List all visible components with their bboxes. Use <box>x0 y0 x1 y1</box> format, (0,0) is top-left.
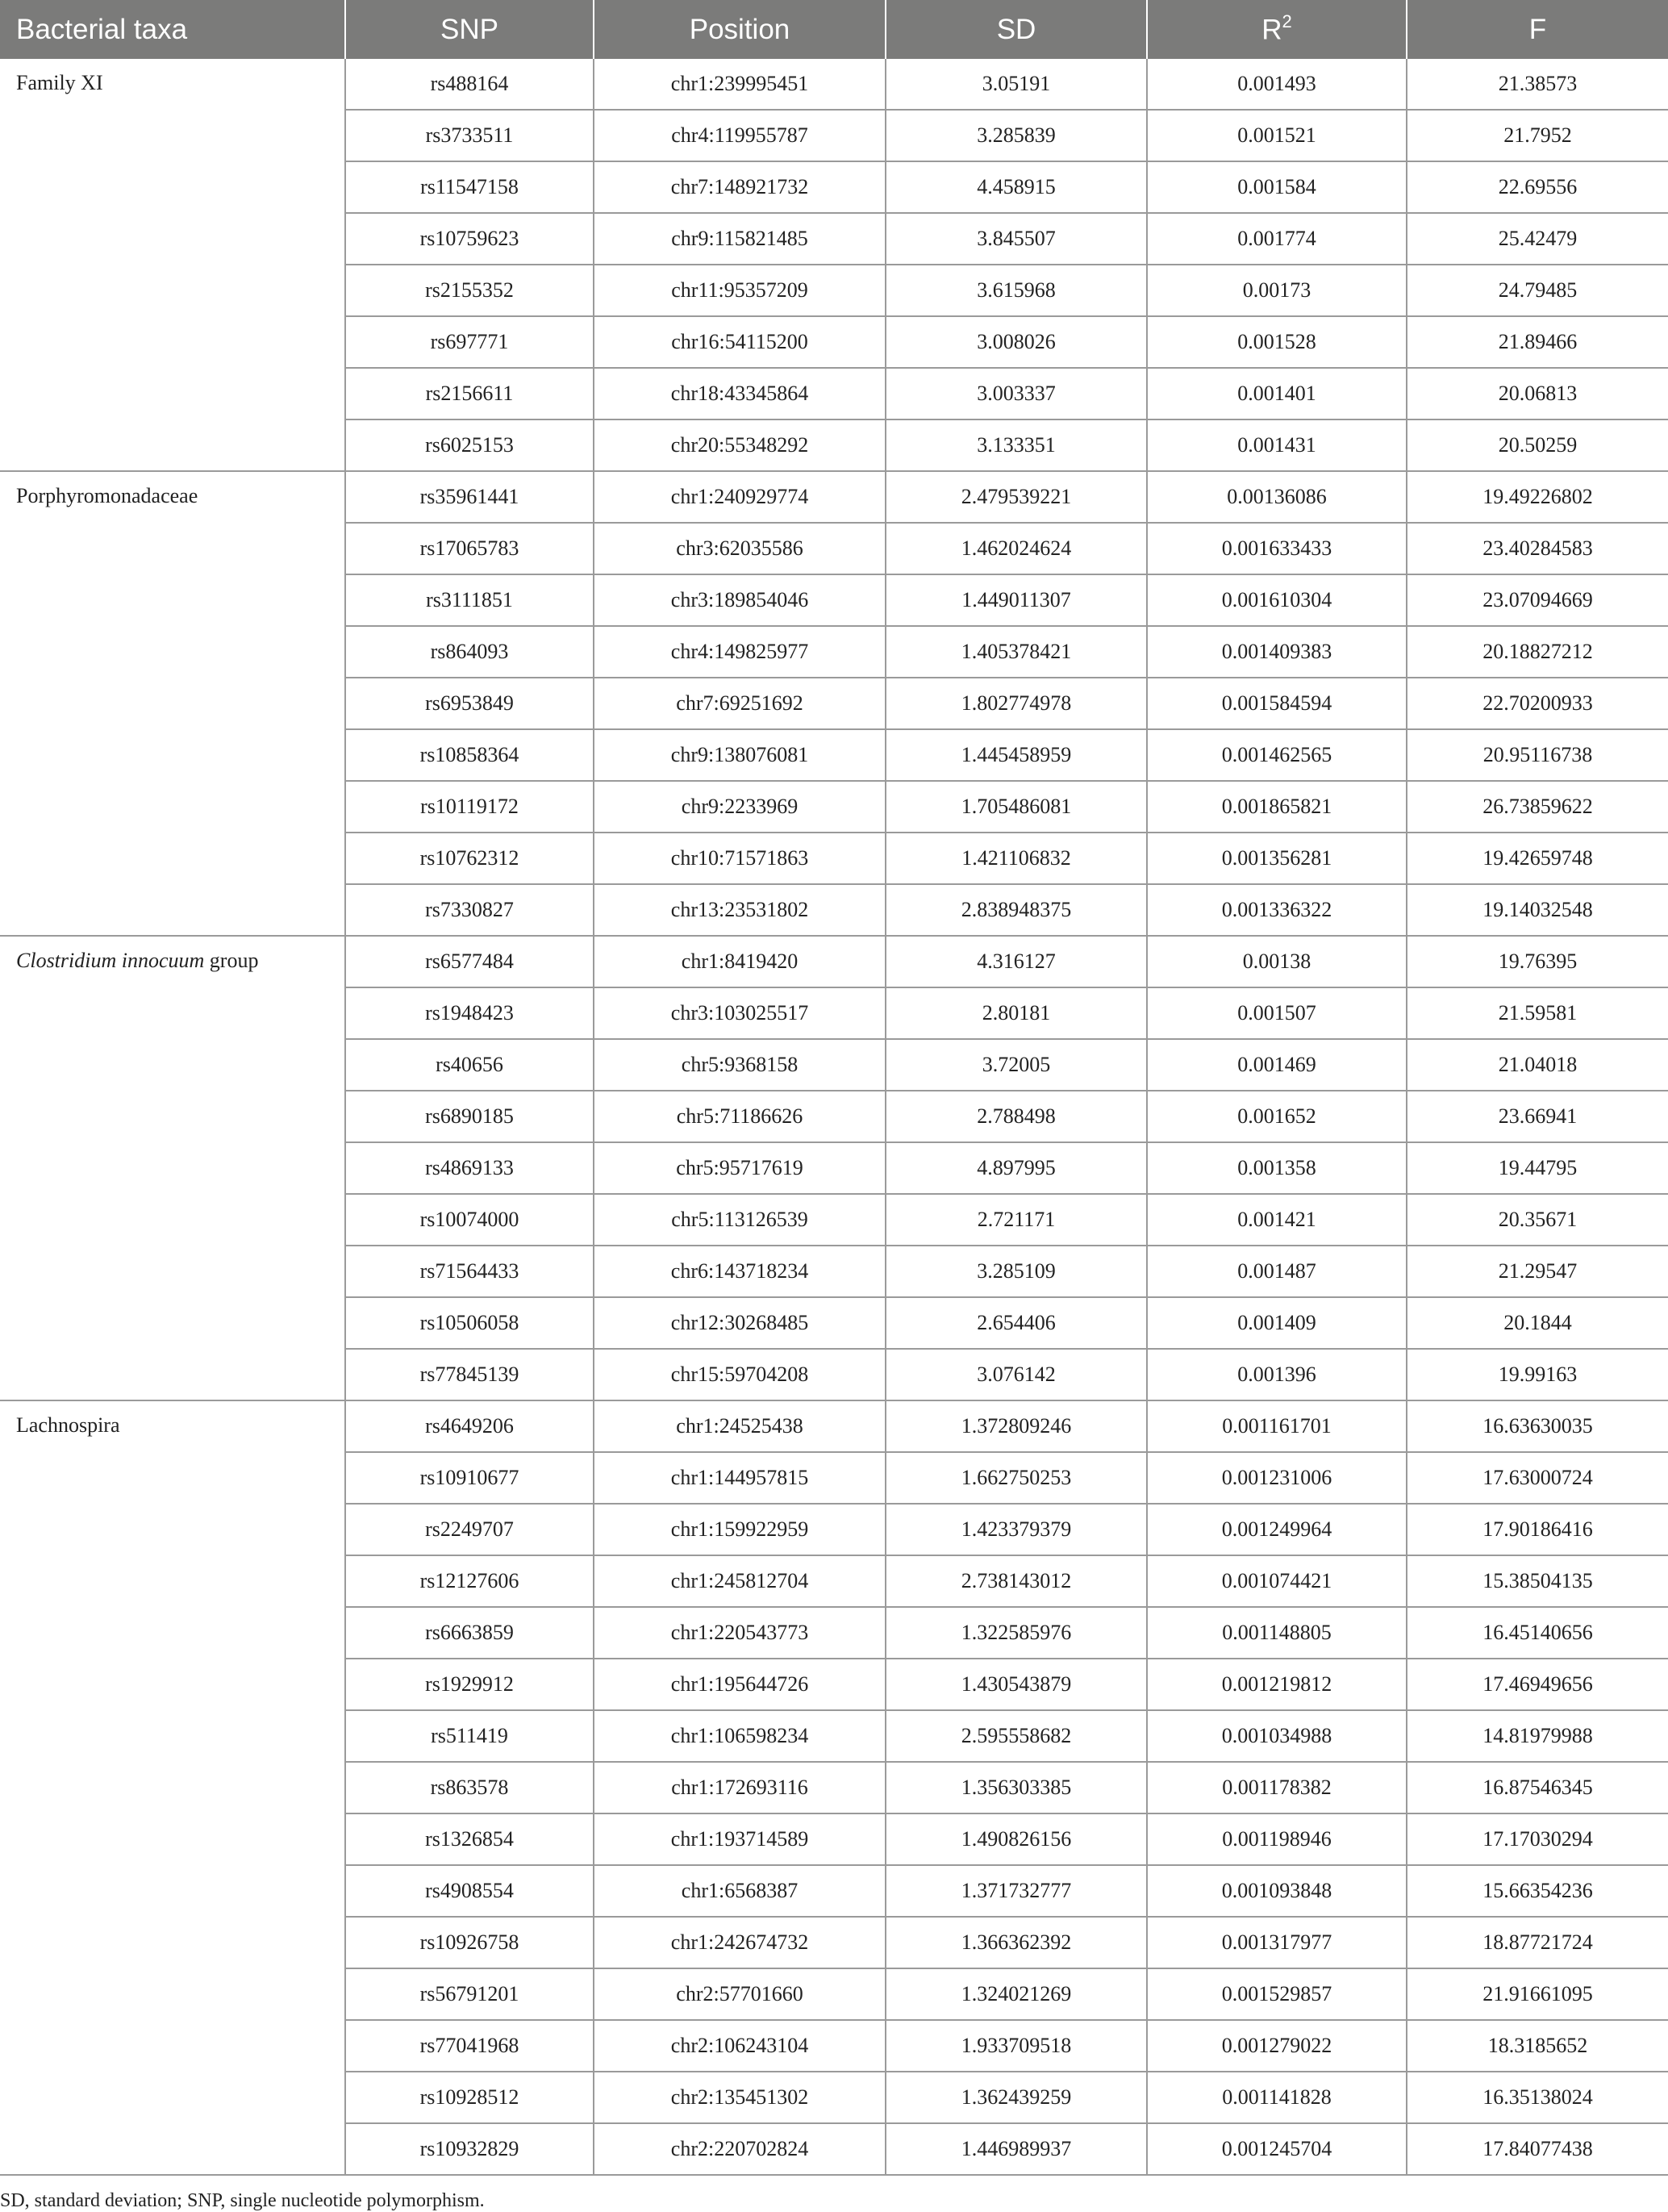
position-cell: chr20:55348292 <box>594 419 886 471</box>
sd-cell: 1.366362392 <box>886 1917 1147 1968</box>
sd-cell: 1.449011307 <box>886 574 1147 626</box>
header-row <box>0 0 1668 59</box>
taxon-label: Lachnospira <box>16 1413 120 1437</box>
position-cell: chr3:62035586 <box>594 523 886 574</box>
sd-cell: 3.845507 <box>886 213 1147 265</box>
r2-cell: 0.001198946 <box>1147 1813 1407 1865</box>
position-cell: chr1:240929774 <box>594 471 886 523</box>
f-cell: 16.45140656 <box>1407 1607 1668 1659</box>
snp-cell: rs488164 <box>345 59 594 110</box>
taxon-cell <box>0 1400 345 2175</box>
snp-cell: rs35961441 <box>345 471 594 523</box>
sd-cell: 1.405378421 <box>886 626 1147 678</box>
snp-cell: rs12127606 <box>345 1555 594 1607</box>
sd-cell: 2.80181 <box>886 987 1147 1039</box>
sd-cell: 4.897995 <box>886 1142 1147 1194</box>
f-cell: 17.17030294 <box>1407 1813 1668 1865</box>
header-bacterial-taxa: Bacterial taxa <box>0 0 345 59</box>
f-cell: 20.06813 <box>1407 368 1668 419</box>
sd-cell: 2.654406 <box>886 1297 1147 1349</box>
position-cell: chr9:2233969 <box>594 781 886 833</box>
position-cell: chr2:106243104 <box>594 2020 886 2072</box>
sd-cell: 3.076142 <box>886 1349 1147 1400</box>
snp-cell: rs6025153 <box>345 419 594 471</box>
position-cell: chr12:30268485 <box>594 1297 886 1349</box>
r2-cell: 0.00138 <box>1147 936 1407 987</box>
position-cell: chr1:106598234 <box>594 1710 886 1762</box>
f-cell: 19.14032548 <box>1407 884 1668 936</box>
taxon-label: Family XI <box>16 71 103 94</box>
snp-cell: rs4869133 <box>345 1142 594 1194</box>
f-cell: 17.46949656 <box>1407 1659 1668 1710</box>
snp-cell: rs10932829 <box>345 2123 594 2175</box>
f-cell: 17.84077438 <box>1407 2123 1668 2175</box>
r2-cell: 0.001279022 <box>1147 2020 1407 2072</box>
header-r2-superscript: 2 <box>1282 10 1292 31</box>
f-cell: 20.35671 <box>1407 1194 1668 1246</box>
f-cell: 20.1844 <box>1407 1297 1668 1349</box>
f-cell: 19.99163 <box>1407 1349 1668 1400</box>
snp-cell: rs7330827 <box>345 884 594 936</box>
sd-cell: 1.662750253 <box>886 1452 1147 1504</box>
r2-cell: 0.001161701 <box>1147 1400 1407 1452</box>
snp-cell: rs10074000 <box>345 1194 594 1246</box>
r2-cell: 0.001584 <box>1147 161 1407 213</box>
sd-cell: 4.316127 <box>886 936 1147 987</box>
snp-cell: rs3733511 <box>345 110 594 161</box>
f-cell: 21.04018 <box>1407 1039 1668 1091</box>
taxon-label: Porphyromonadaceae <box>16 484 198 507</box>
snp-cell: rs71564433 <box>345 1246 594 1297</box>
r2-cell: 0.001469 <box>1147 1039 1407 1091</box>
sd-cell: 2.788498 <box>886 1091 1147 1142</box>
f-cell: 22.70200933 <box>1407 678 1668 729</box>
f-cell: 18.3185652 <box>1407 2020 1668 2072</box>
f-cell: 20.95116738 <box>1407 729 1668 781</box>
f-cell: 15.38504135 <box>1407 1555 1668 1607</box>
f-cell: 17.63000724 <box>1407 1452 1668 1504</box>
sd-cell: 1.322585976 <box>886 1607 1147 1659</box>
sd-cell: 1.421106832 <box>886 833 1147 884</box>
snp-cell: rs10926758 <box>345 1917 594 1968</box>
position-cell: chr1:144957815 <box>594 1452 886 1504</box>
r2-cell: 0.00173 <box>1147 265 1407 316</box>
f-cell: 21.91661095 <box>1407 1968 1668 2020</box>
position-cell: chr5:9368158 <box>594 1039 886 1091</box>
header-f: F <box>1407 0 1668 59</box>
sd-cell: 3.72005 <box>886 1039 1147 1091</box>
position-cell: chr1:6568387 <box>594 1865 886 1917</box>
snp-cell: rs10759623 <box>345 213 594 265</box>
r2-cell: 0.001529857 <box>1147 1968 1407 2020</box>
r2-cell: 0.001487 <box>1147 1246 1407 1297</box>
position-cell: chr1:24525438 <box>594 1400 886 1452</box>
f-cell: 15.66354236 <box>1407 1865 1668 1917</box>
f-cell: 19.49226802 <box>1407 471 1668 523</box>
position-cell: chr1:172693116 <box>594 1762 886 1813</box>
snp-cell: rs77845139 <box>345 1349 594 1400</box>
r2-cell: 0.001396 <box>1147 1349 1407 1400</box>
position-cell: chr5:95717619 <box>594 1142 886 1194</box>
snp-cell: rs864093 <box>345 626 594 678</box>
table-row <box>0 59 1668 110</box>
snp-cell: rs17065783 <box>345 523 594 574</box>
f-cell: 19.44795 <box>1407 1142 1668 1194</box>
position-cell: chr1:8419420 <box>594 936 886 987</box>
table-header <box>0 0 1668 59</box>
f-cell: 20.18827212 <box>1407 626 1668 678</box>
r2-cell: 0.001317977 <box>1147 1917 1407 1968</box>
sd-cell: 1.423379379 <box>886 1504 1147 1555</box>
r2-cell: 0.001245704 <box>1147 2123 1407 2175</box>
table-row <box>0 936 1668 987</box>
position-cell: chr2:57701660 <box>594 1968 886 2020</box>
position-cell: chr9:115821485 <box>594 213 886 265</box>
sd-cell: 3.285839 <box>886 110 1147 161</box>
f-cell: 20.50259 <box>1407 419 1668 471</box>
snp-cell: rs2156611 <box>345 368 594 419</box>
position-cell: chr3:103025517 <box>594 987 886 1039</box>
f-cell: 23.07094669 <box>1407 574 1668 626</box>
sd-cell: 1.324021269 <box>886 1968 1147 2020</box>
f-cell: 18.87721724 <box>1407 1917 1668 1968</box>
table-footnote: SD, standard deviation; SNP, single nucleotide polymorphism. <box>0 2190 485 2211</box>
r2-cell: 0.001507 <box>1147 987 1407 1039</box>
sd-cell: 1.802774978 <box>886 678 1147 729</box>
header-r2 <box>1147 0 1407 59</box>
snp-cell: rs10762312 <box>345 833 594 884</box>
sd-cell: 3.05191 <box>886 59 1147 110</box>
snp-cell: rs1948423 <box>345 987 594 1039</box>
snp-cell: rs40656 <box>345 1039 594 1091</box>
r2-cell: 0.001074421 <box>1147 1555 1407 1607</box>
sd-cell: 3.008026 <box>886 316 1147 368</box>
position-cell: chr2:135451302 <box>594 2072 886 2123</box>
f-cell: 19.76395 <box>1407 936 1668 987</box>
r2-cell: 0.001431 <box>1147 419 1407 471</box>
snp-cell: rs2249707 <box>345 1504 594 1555</box>
f-cell: 24.79485 <box>1407 265 1668 316</box>
r2-cell: 0.001865821 <box>1147 781 1407 833</box>
snp-cell: rs4649206 <box>345 1400 594 1452</box>
position-cell: chr15:59704208 <box>594 1349 886 1400</box>
position-cell: chr2:220702824 <box>594 2123 886 2175</box>
table-row <box>0 1400 1668 1452</box>
sd-cell: 4.458915 <box>886 161 1147 213</box>
sd-cell: 1.462024624 <box>886 523 1147 574</box>
r2-cell: 0.001249964 <box>1147 1504 1407 1555</box>
sd-cell: 1.490826156 <box>886 1813 1147 1865</box>
position-cell: chr7:148921732 <box>594 161 886 213</box>
r2-cell: 0.001521 <box>1147 110 1407 161</box>
position-cell: chr1:195644726 <box>594 1659 886 1710</box>
snp-cell: rs3111851 <box>345 574 594 626</box>
r2-cell: 0.001610304 <box>1147 574 1407 626</box>
r2-cell: 0.001584594 <box>1147 678 1407 729</box>
r2-cell: 0.001034988 <box>1147 1710 1407 1762</box>
header-r2-base: R <box>1261 14 1282 46</box>
snp-cell: rs6890185 <box>345 1091 594 1142</box>
position-cell: chr1:242674732 <box>594 1917 886 1968</box>
f-cell: 21.59581 <box>1407 987 1668 1039</box>
position-cell: chr10:71571863 <box>594 833 886 884</box>
r2-cell: 0.001148805 <box>1147 1607 1407 1659</box>
sd-cell: 3.133351 <box>886 419 1147 471</box>
sd-cell: 1.356303385 <box>886 1762 1147 1813</box>
f-cell: 21.29547 <box>1407 1246 1668 1297</box>
snp-cell: rs1326854 <box>345 1813 594 1865</box>
f-cell: 26.73859622 <box>1407 781 1668 833</box>
f-cell: 16.87546345 <box>1407 1762 1668 1813</box>
f-cell: 22.69556 <box>1407 161 1668 213</box>
r2-cell: 0.001358 <box>1147 1142 1407 1194</box>
sd-cell: 3.285109 <box>886 1246 1147 1297</box>
position-cell: chr1:220543773 <box>594 1607 886 1659</box>
r2-cell: 0.001336322 <box>1147 884 1407 936</box>
snp-cell: rs10910677 <box>345 1452 594 1504</box>
taxon-cell <box>0 59 345 471</box>
position-cell: chr18:43345864 <box>594 368 886 419</box>
table-row <box>0 471 1668 523</box>
position-cell: chr13:23531802 <box>594 884 886 936</box>
taxon-cell <box>0 471 345 936</box>
position-cell: chr3:189854046 <box>594 574 886 626</box>
r2-cell: 0.00136086 <box>1147 471 1407 523</box>
r2-cell: 0.001421 <box>1147 1194 1407 1246</box>
r2-cell: 0.001652 <box>1147 1091 1407 1142</box>
r2-cell: 0.001219812 <box>1147 1659 1407 1710</box>
position-cell: chr5:71186626 <box>594 1091 886 1142</box>
header-sd: SD <box>886 0 1147 59</box>
f-cell: 25.42479 <box>1407 213 1668 265</box>
r2-cell: 0.001141828 <box>1147 2072 1407 2123</box>
sd-cell: 1.446989937 <box>886 2123 1147 2175</box>
table-body <box>0 59 1668 2175</box>
snp-cell: rs56791201 <box>345 1968 594 2020</box>
r2-cell: 0.001409383 <box>1147 626 1407 678</box>
f-cell: 21.7952 <box>1407 110 1668 161</box>
snp-cell: rs6577484 <box>345 936 594 987</box>
header-position: Position <box>594 0 886 59</box>
snp-cell: rs863578 <box>345 1762 594 1813</box>
f-cell: 16.35138024 <box>1407 2072 1668 2123</box>
sd-cell: 2.738143012 <box>886 1555 1147 1607</box>
sd-cell: 1.445458959 <box>886 729 1147 781</box>
sd-cell: 1.372809246 <box>886 1400 1147 1452</box>
sd-cell: 1.430543879 <box>886 1659 1147 1710</box>
f-cell: 21.89466 <box>1407 316 1668 368</box>
position-cell: chr4:149825977 <box>594 626 886 678</box>
snp-cell: rs697771 <box>345 316 594 368</box>
position-cell: chr6:143718234 <box>594 1246 886 1297</box>
r2-cell: 0.001493 <box>1147 59 1407 110</box>
position-cell: chr9:138076081 <box>594 729 886 781</box>
position-cell: chr7:69251692 <box>594 678 886 729</box>
position-cell: chr11:95357209 <box>594 265 886 316</box>
snp-cell: rs4908554 <box>345 1865 594 1917</box>
position-cell: chr1:159922959 <box>594 1504 886 1555</box>
position-cell: chr16:54115200 <box>594 316 886 368</box>
position-cell: chr4:119955787 <box>594 110 886 161</box>
f-cell: 23.66941 <box>1407 1091 1668 1142</box>
f-cell: 14.81979988 <box>1407 1710 1668 1762</box>
r2-cell: 0.001774 <box>1147 213 1407 265</box>
f-cell: 16.63630035 <box>1407 1400 1668 1452</box>
r2-cell: 0.001356281 <box>1147 833 1407 884</box>
sd-cell: 1.705486081 <box>886 781 1147 833</box>
f-cell: 21.38573 <box>1407 59 1668 110</box>
f-cell: 23.40284583 <box>1407 523 1668 574</box>
r2-cell: 0.001093848 <box>1147 1865 1407 1917</box>
taxon-label-italic: Clostridium innocuum <box>16 949 205 972</box>
f-cell: 19.42659748 <box>1407 833 1668 884</box>
r2-cell: 0.001178382 <box>1147 1762 1407 1813</box>
snp-cell: rs11547158 <box>345 161 594 213</box>
snp-cell: rs1929912 <box>345 1659 594 1710</box>
r2-cell: 0.001231006 <box>1147 1452 1407 1504</box>
sd-cell: 3.615968 <box>886 265 1147 316</box>
r2-cell: 0.001462565 <box>1147 729 1407 781</box>
sd-cell: 2.595558682 <box>886 1710 1147 1762</box>
sd-cell: 2.721171 <box>886 1194 1147 1246</box>
position-cell: chr1:239995451 <box>594 59 886 110</box>
snp-cell: rs10506058 <box>345 1297 594 1349</box>
r2-cell: 0.001633433 <box>1147 523 1407 574</box>
snp-cell: rs10858364 <box>345 729 594 781</box>
position-cell: chr1:193714589 <box>594 1813 886 1865</box>
f-cell: 17.90186416 <box>1407 1504 1668 1555</box>
snp-cell: rs511419 <box>345 1710 594 1762</box>
snp-cell: rs6663859 <box>345 1607 594 1659</box>
r2-cell: 0.001401 <box>1147 368 1407 419</box>
taxon-cell <box>0 936 345 1400</box>
r2-cell: 0.001528 <box>1147 316 1407 368</box>
snp-cell: rs10119172 <box>345 781 594 833</box>
taxon-label-suffix: group <box>204 949 259 972</box>
sd-cell: 3.003337 <box>886 368 1147 419</box>
snp-cell: rs77041968 <box>345 2020 594 2072</box>
header-snp: SNP <box>345 0 594 59</box>
sd-cell: 2.479539221 <box>886 471 1147 523</box>
sd-cell: 2.838948375 <box>886 884 1147 936</box>
position-cell: chr1:245812704 <box>594 1555 886 1607</box>
position-cell: chr5:113126539 <box>594 1194 886 1246</box>
snp-cell: rs10928512 <box>345 2072 594 2123</box>
sd-cell: 1.362439259 <box>886 2072 1147 2123</box>
snp-cell: rs6953849 <box>345 678 594 729</box>
snp-cell: rs2155352 <box>345 265 594 316</box>
sd-cell: 1.371732777 <box>886 1865 1147 1917</box>
sd-cell: 1.933709518 <box>886 2020 1147 2072</box>
r2-cell: 0.001409 <box>1147 1297 1407 1349</box>
